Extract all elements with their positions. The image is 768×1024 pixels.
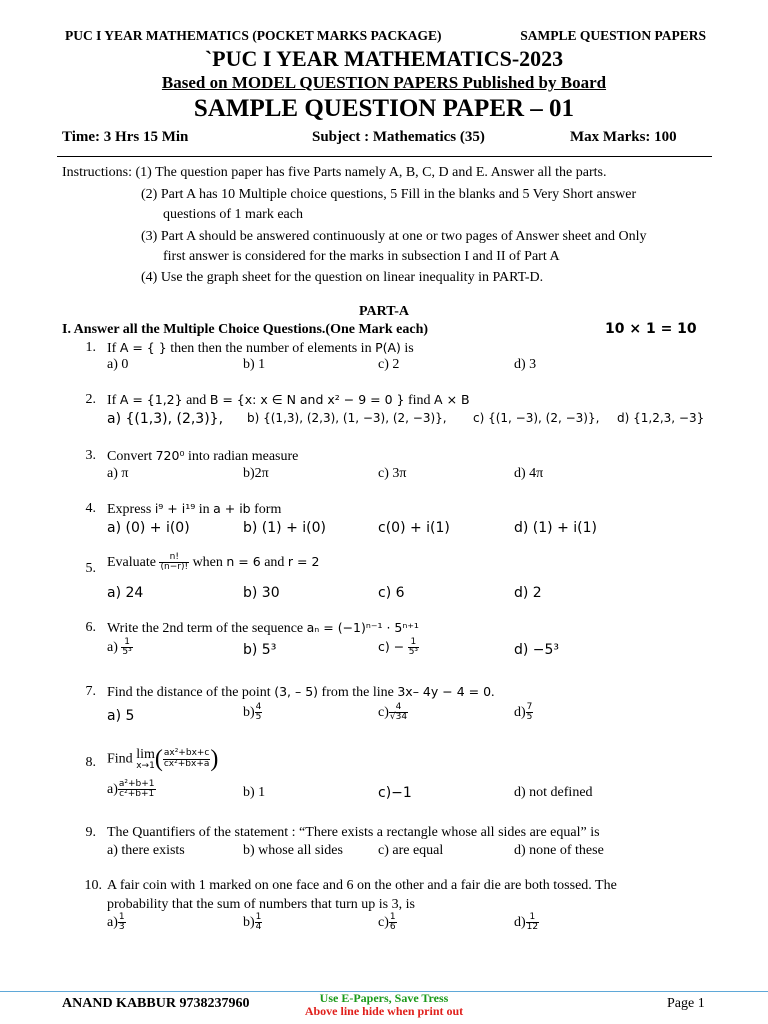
question-number: 2. — [85, 392, 96, 407]
option-a: a) 0 — [107, 357, 129, 372]
option-c: c) 3π — [378, 466, 407, 481]
header-left: PUC I YEAR MATHEMATICS (POCKET MARKS PACKAGE) — [65, 28, 442, 43]
question-text: Evaluate $\frac{n!}{(n-r)!}$ when n = 6 and r = 2 — [107, 552, 320, 573]
option-a: a) $\frac{1}{\text{5³}}$ — [107, 637, 132, 658]
question-text: Write the 2nd term of the sequence aₙ = (−1)ⁿ⁻¹ · 5ⁿ⁺¹ — [107, 620, 419, 636]
instruction-line: first answer is considered for the marks in subsection I and II of Part A — [163, 249, 560, 264]
option-a: a) π — [107, 466, 129, 481]
option-c: c)−1 — [378, 785, 412, 801]
question-number: 4. — [85, 501, 96, 516]
question-text: A fair coin with 1 marked on one face and 6 on the other and a fair die are both tossed. The — [107, 878, 617, 893]
footer-note-red: Above line hide when print out — [304, 1004, 464, 1018]
document-title: `PUC I YEAR MATHEMATICS-2023 — [204, 46, 564, 71]
question-number: 1. — [85, 340, 96, 355]
option-c: c) 2 — [378, 357, 400, 372]
footer-note-green: Use E-Papers, Save Tress — [319, 991, 449, 1005]
section-marks: 10 × 1 = 10 — [605, 321, 697, 337]
option-d: d) $\frac{7}{5}$ — [514, 702, 533, 723]
option-a: a) 5 — [107, 708, 135, 724]
fraction: $\frac{1}{3}$ — [118, 912, 125, 933]
question-number: 9. — [85, 825, 96, 840]
option-c: c) 6 — [378, 585, 405, 601]
option-a: a) {(1,3), (2,3)}, — [107, 411, 224, 427]
fraction: $\frac{4}{√34}$ — [389, 702, 408, 723]
option-b: b)2π — [243, 466, 269, 481]
option-b: b) (1) + i(0) — [243, 520, 326, 536]
question-text: If A = {1,2} and B = {x: x ∈ N and x² − 9 = 0 } find A × B — [107, 392, 470, 408]
instruction-line: (2) Part A has 10 Multiple choice questions, 5 Fill in the blanks and 5 Very Short answer — [141, 187, 637, 202]
option-c: c) $\frac{4}{√34}$ — [378, 702, 408, 723]
question-text: Convert 720⁰ into radian measure — [107, 448, 299, 464]
question-number: 7. — [85, 684, 96, 699]
fraction: $\frac{\text{a²+b+1}}{\text{c²+b+1}}$ — [118, 779, 155, 800]
question-text: Express i⁹ + i¹⁹ in a + ib form — [107, 501, 282, 517]
option-a: a) there exists — [107, 843, 185, 858]
option-a: a) $\frac{\text{a²+b+1}}{\text{c²+b+1}}$ — [107, 779, 155, 800]
question-number: 6. — [85, 620, 96, 635]
question-number: 10. — [84, 878, 102, 893]
option-d: d) 2 — [514, 585, 542, 601]
option-d: d) 4π — [514, 466, 544, 481]
option-c: c) − $\frac{1}{\text{5³}}$ — [378, 637, 419, 658]
time-label: Time: 3 Hrs 15 Min — [62, 129, 189, 145]
fraction: $\frac{1}{12}$ — [526, 912, 539, 933]
option-b: b) 30 — [243, 585, 280, 601]
option-a: a) (0) + i(0) — [107, 520, 190, 536]
document-subtitle: Based on MODEL QUESTION PAPERS Published by Board — [161, 73, 607, 92]
option-b: b) 5³ — [243, 642, 277, 658]
option-d: d) {1,2,3, −3} — [617, 411, 705, 425]
option-c: c) $\frac{1}{6}$ — [378, 912, 396, 933]
question-number: 5. — [85, 561, 96, 576]
subject-label: Subject : Mathematics (35) — [312, 129, 485, 145]
option-b: b) whose all sides — [243, 843, 343, 858]
option-d: d) (1) + i(1) — [514, 520, 597, 536]
paper-title: SAMPLE QUESTION PAPER – 01 — [193, 95, 575, 122]
max-marks-label: Max Marks: 100 — [570, 129, 677, 145]
question-text: probability that the sum of numbers that turn up is 3, is — [107, 897, 415, 912]
option-d: d) none of these — [514, 843, 604, 858]
fraction: $\frac{1}{6}$ — [389, 912, 396, 933]
question-text: If A = { } then then the number of elements in P(A) is — [107, 340, 414, 356]
instruction-line: Instructions: (1) The question paper has five Parts namely A, B, C, D and E. Answer all the parts. — [62, 165, 607, 180]
option-b: b) $\frac{1}{4}$ — [243, 912, 262, 933]
fraction: $\frac{4}{5}$ — [255, 702, 262, 723]
fraction: $\frac{7}{5}$ — [526, 702, 533, 723]
option-a: a) $\frac{1}{3}$ — [107, 912, 125, 933]
option-d: d) 3 — [514, 357, 537, 372]
option-b: b) $\frac{4}{5}$ — [243, 702, 262, 723]
header-divider — [57, 156, 712, 157]
part-title: PART-A — [358, 304, 410, 319]
limit-operator: lim x→1 — [136, 746, 155, 771]
option-d: d) not defined — [514, 785, 593, 800]
section-heading: I. Answer all the Multiple Choice Questions.(One Mark each) — [62, 322, 429, 337]
option-c: c) are equal — [378, 843, 444, 858]
fraction: $\frac{1}{\text{5³}}$ — [122, 637, 132, 658]
option-d: d) −5³ — [514, 642, 560, 658]
option-c: c) {(1, −3), (2, −3)}, — [473, 411, 600, 425]
fraction: $\frac{n!}{(n-r)!}$ — [160, 552, 189, 573]
instruction-line: (4) Use the graph sheet for the question on linear inequality in PART-D. — [141, 270, 544, 285]
question-number: 3. — [85, 448, 96, 463]
question-text: Find lim x→1 ( $\frac{\text{ax²+bx+c}}{\text{cx²+bx+a}}$ ) — [107, 746, 219, 772]
fraction: $\frac{\text{ax²+bx+c}}{\text{cx²+bx+a}}$ — [163, 748, 210, 769]
instruction-line: (3) Part A should be answered continuously at one or two pages of Answer sheet and Only — [141, 229, 647, 244]
fraction: $\frac{1}{4}$ — [255, 912, 262, 933]
footer-author: ANAND KABBUR 9738237960 — [62, 996, 250, 1011]
option-a: a) 24 — [107, 585, 144, 601]
page-number: Page 1 — [667, 996, 705, 1011]
question-text: The Quantifiers of the statement : “There exists a rectangle whose all sides are equal” is — [107, 825, 600, 840]
option-d: d) $\frac{1}{12}$ — [514, 912, 539, 933]
option-b: b) 1 — [243, 785, 266, 800]
header-right: SAMPLE QUESTION PAPERS — [520, 28, 706, 43]
instruction-line: questions of 1 mark each — [163, 207, 303, 222]
option-c: c(0) + i(1) — [378, 520, 450, 536]
question-text: Find the distance of the point (3, – 5) from the line 3x– 4y − 4 = 0. — [107, 684, 495, 700]
fraction: $\frac{1}{\text{5³}}$ — [408, 637, 419, 658]
option-b: b) 1 — [243, 357, 266, 372]
question-number: 8. — [85, 755, 96, 770]
option-b: b) {(1,3), (2,3), (1, −3), (2, −3)}, — [247, 411, 447, 425]
